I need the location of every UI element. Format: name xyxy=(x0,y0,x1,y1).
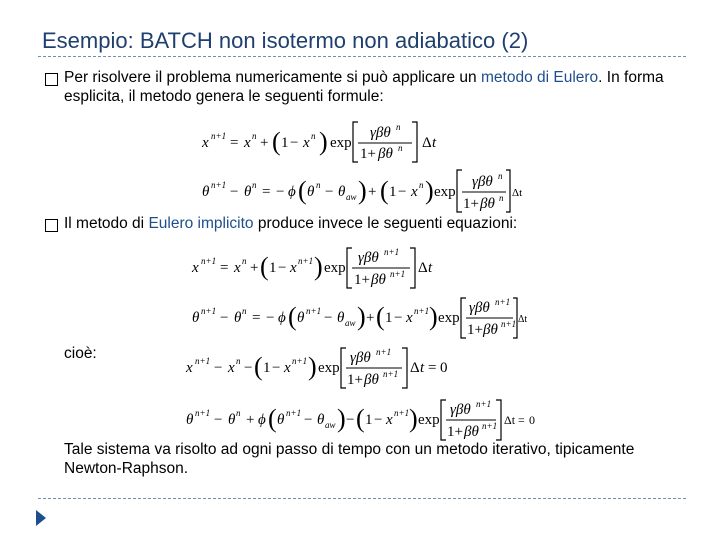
svg-text:−: − xyxy=(214,412,223,428)
svg-text:−: − xyxy=(394,310,403,326)
svg-text:): ) xyxy=(358,176,367,205)
bullet-2-text-after: produce invece le seguenti equazioni: xyxy=(253,215,518,232)
svg-text:1: 1 xyxy=(269,260,277,276)
svg-text:n+1: n+1 xyxy=(286,408,302,418)
svg-text:x: x xyxy=(290,260,297,276)
explicit-equation-1 xyxy=(200,118,440,166)
svg-text:(: ( xyxy=(356,404,365,433)
svg-text:x: x xyxy=(406,310,413,326)
svg-text:γβθ: γβθ xyxy=(472,174,493,190)
svg-text:t: t xyxy=(428,260,433,276)
svg-text:n+1: n+1 xyxy=(306,306,322,316)
svg-text:θ: θ xyxy=(297,310,305,326)
svg-text:−: − xyxy=(214,360,223,376)
svg-text:=: = xyxy=(428,360,437,376)
svg-text:+: + xyxy=(368,184,377,200)
svg-text:n+1: n+1 xyxy=(201,306,217,316)
svg-text:x: x xyxy=(411,184,418,200)
svg-text:1: 1 xyxy=(385,310,393,326)
svg-text:γβθ: γβθ xyxy=(450,402,471,418)
svg-text:Δt: Δt xyxy=(504,413,516,427)
svg-text:=: = xyxy=(262,184,271,200)
svg-text:Δ: Δ xyxy=(422,135,432,151)
svg-text:−: − xyxy=(398,184,407,200)
svg-text:θ: θ xyxy=(337,310,345,326)
svg-text:1: 1 xyxy=(389,184,397,200)
svg-text:x: x xyxy=(386,412,393,428)
bullet-1-text-after: . In forma esplicita, il metodo genera le seguenti formule: xyxy=(64,69,664,105)
svg-text:βθ: βθ xyxy=(371,272,386,288)
svg-text:Δ: Δ xyxy=(410,360,420,376)
svg-text:n: n xyxy=(396,122,401,132)
svg-text:x: x xyxy=(244,135,251,151)
svg-text:n+1: n+1 xyxy=(211,131,227,141)
svg-text:n+1: n+1 xyxy=(501,319,517,329)
svg-text:θ: θ xyxy=(202,184,210,200)
svg-text:βθ: βθ xyxy=(480,196,495,212)
svg-text:1+: 1+ xyxy=(447,424,463,440)
svg-text:Δ: Δ xyxy=(418,260,428,276)
svg-text:θ: θ xyxy=(338,184,346,200)
svg-text:n+1: n+1 xyxy=(195,356,211,366)
svg-text:n: n xyxy=(419,180,424,190)
bullet-2-text xyxy=(64,214,664,233)
svg-text:t: t xyxy=(432,135,437,151)
svg-text:−: − xyxy=(278,260,287,276)
svg-text:=: = xyxy=(518,413,525,427)
svg-text:n: n xyxy=(398,143,403,153)
svg-text:exp: exp xyxy=(318,360,340,376)
svg-text:): ) xyxy=(314,252,323,281)
svg-text:+: + xyxy=(366,310,375,326)
svg-text:n: n xyxy=(236,408,241,418)
svg-text:): ) xyxy=(409,404,418,433)
cioe-label: cioè: xyxy=(64,345,97,362)
svg-text:−: − xyxy=(374,412,383,428)
svg-text:x: x xyxy=(192,260,199,276)
svg-text:exp: exp xyxy=(438,310,460,326)
explicit-equation-2 xyxy=(200,166,523,216)
svg-text:−: − xyxy=(304,412,313,428)
bullet-1-marker xyxy=(45,73,58,86)
svg-text:Δt: Δt xyxy=(518,314,528,325)
svg-text:exp: exp xyxy=(418,412,440,428)
svg-text:θ: θ xyxy=(192,310,200,326)
svg-text:=: = xyxy=(220,260,229,276)
svg-text:n+1: n+1 xyxy=(292,356,308,366)
svg-text:1: 1 xyxy=(365,412,373,428)
svg-text:n+1: n+1 xyxy=(476,399,492,409)
svg-text:θ: θ xyxy=(307,184,315,200)
implicit-equation-1 xyxy=(190,244,440,292)
svg-text:0: 0 xyxy=(440,360,448,376)
svg-text:aw: aw xyxy=(345,318,356,328)
svg-text:n: n xyxy=(311,131,316,141)
svg-text:x: x xyxy=(228,360,235,376)
svg-text:n: n xyxy=(252,180,257,190)
svg-text:ϕ: ϕ xyxy=(258,412,266,428)
svg-text:−: − xyxy=(230,184,239,200)
svg-text:(: ( xyxy=(298,176,307,205)
svg-text:n+1: n+1 xyxy=(495,297,511,307)
slide-title: Esempio: BATCH non isotermo non adiabatico (2) xyxy=(42,28,529,53)
svg-text:): ) xyxy=(357,302,366,331)
svg-text:exp: exp xyxy=(330,135,352,151)
bullet-2-marker xyxy=(45,219,58,232)
svg-text:aw: aw xyxy=(325,420,336,430)
svg-text:n+1: n+1 xyxy=(390,269,406,279)
conclusion-text: Tale sistema va risolto ad ogni passo di tempo con un metodo iterativo, tipicamente Newton-Raphson. xyxy=(64,441,635,477)
svg-text:1+: 1+ xyxy=(360,146,376,162)
svg-text:n+1: n+1 xyxy=(211,180,227,190)
svg-text:ϕ: ϕ xyxy=(278,310,286,326)
svg-text:βθ: βθ xyxy=(483,322,498,338)
svg-text:x: x xyxy=(234,260,241,276)
svg-text:−: − xyxy=(244,360,253,376)
svg-text:γβθ: γβθ xyxy=(350,350,371,366)
svg-text:x: x xyxy=(303,135,310,151)
svg-text:exp: exp xyxy=(434,184,456,200)
svg-text:−: − xyxy=(346,412,355,428)
svg-text:n: n xyxy=(498,171,503,181)
svg-text:n: n xyxy=(236,356,241,366)
svg-text:): ) xyxy=(308,352,317,381)
svg-text:−: − xyxy=(266,310,275,326)
implicit-equation-2 xyxy=(190,294,530,342)
svg-text:n: n xyxy=(252,131,257,141)
svg-text:θ: θ xyxy=(277,412,285,428)
svg-text:θ: θ xyxy=(186,412,194,428)
svg-text:(: ( xyxy=(376,302,385,331)
svg-text:x: x xyxy=(186,360,193,376)
metodo-di-eulero-link[interactable]: metodo di Eulero xyxy=(480,69,599,86)
svg-text:t: t xyxy=(420,360,425,376)
svg-text:(: ( xyxy=(268,404,277,433)
svg-text:n: n xyxy=(242,306,247,316)
svg-text:n+1: n+1 xyxy=(298,256,314,266)
svg-text:+: + xyxy=(246,412,255,428)
svg-text:+: + xyxy=(250,260,259,276)
bullet-1-text xyxy=(64,68,664,106)
svg-text:1+: 1+ xyxy=(347,372,363,388)
svg-text:1+: 1+ xyxy=(467,322,483,338)
svg-text:n: n xyxy=(242,256,247,266)
eulero-implicito-link[interactable]: Eulero implicito xyxy=(148,215,254,232)
svg-text:x: x xyxy=(202,135,209,151)
svg-text:x: x xyxy=(284,360,291,376)
svg-text:n+1: n+1 xyxy=(195,408,211,418)
svg-text:+: + xyxy=(260,135,269,151)
svg-text:n+1: n+1 xyxy=(383,369,399,379)
svg-text:θ: θ xyxy=(317,412,325,428)
svg-text:βθ: βθ xyxy=(378,146,393,162)
svg-text:n+1: n+1 xyxy=(384,247,400,257)
svg-text:(: ( xyxy=(260,252,269,281)
svg-text:=: = xyxy=(230,135,239,151)
svg-text:Δt: Δt xyxy=(512,187,523,199)
svg-text:γβθ: γβθ xyxy=(469,300,490,316)
svg-text:(: ( xyxy=(380,176,389,205)
bullet-2-text-before: Il metodo di xyxy=(64,215,149,232)
svg-text:): ) xyxy=(425,176,434,205)
next-slide-arrow-icon[interactable] xyxy=(36,510,46,526)
svg-text:−: − xyxy=(220,310,229,326)
svg-text:1+: 1+ xyxy=(463,196,479,212)
svg-text:1: 1 xyxy=(281,135,289,151)
svg-text:n: n xyxy=(499,193,504,203)
svg-text:θ: θ xyxy=(234,310,242,326)
svg-text:ϕ: ϕ xyxy=(288,184,296,200)
svg-text:): ) xyxy=(319,127,328,156)
svg-text:): ) xyxy=(337,404,346,433)
svg-text:(: ( xyxy=(288,302,297,331)
svg-text:−: − xyxy=(272,360,281,376)
svg-text:n+1: n+1 xyxy=(394,408,410,418)
svg-text:n: n xyxy=(316,180,321,190)
svg-text:βθ: βθ xyxy=(464,424,479,440)
svg-text:=: = xyxy=(252,310,261,326)
svg-text:aw: aw xyxy=(346,192,357,202)
svg-text:1: 1 xyxy=(263,360,271,376)
svg-text:n+1: n+1 xyxy=(414,306,430,316)
svg-text:1+: 1+ xyxy=(354,272,370,288)
svg-text:): ) xyxy=(429,302,438,331)
svg-text:γβθ: γβθ xyxy=(370,125,391,141)
svg-text:−: − xyxy=(324,310,333,326)
title-divider xyxy=(38,56,686,57)
svg-text:exp: exp xyxy=(324,260,346,276)
svg-text:−: − xyxy=(290,135,299,151)
residual-equation-1 xyxy=(184,344,454,392)
bottom-divider xyxy=(38,498,686,499)
svg-text:n+1: n+1 xyxy=(376,347,392,357)
svg-text:γβθ: γβθ xyxy=(358,250,379,266)
svg-text:βθ: βθ xyxy=(364,372,379,388)
svg-text:n+1: n+1 xyxy=(201,256,217,266)
residual-equation-2 xyxy=(184,396,540,444)
svg-text:−: − xyxy=(276,184,285,200)
svg-text:(: ( xyxy=(272,127,281,156)
bullet-1-text-before: Per risolvere il problema numericamente si può applicare un xyxy=(64,69,481,86)
svg-text:0: 0 xyxy=(529,413,535,427)
svg-text:θ: θ xyxy=(244,184,252,200)
svg-text:−: − xyxy=(325,184,334,200)
svg-text:θ: θ xyxy=(228,412,236,428)
svg-text:(: ( xyxy=(254,352,263,381)
svg-text:n+1: n+1 xyxy=(482,421,498,431)
